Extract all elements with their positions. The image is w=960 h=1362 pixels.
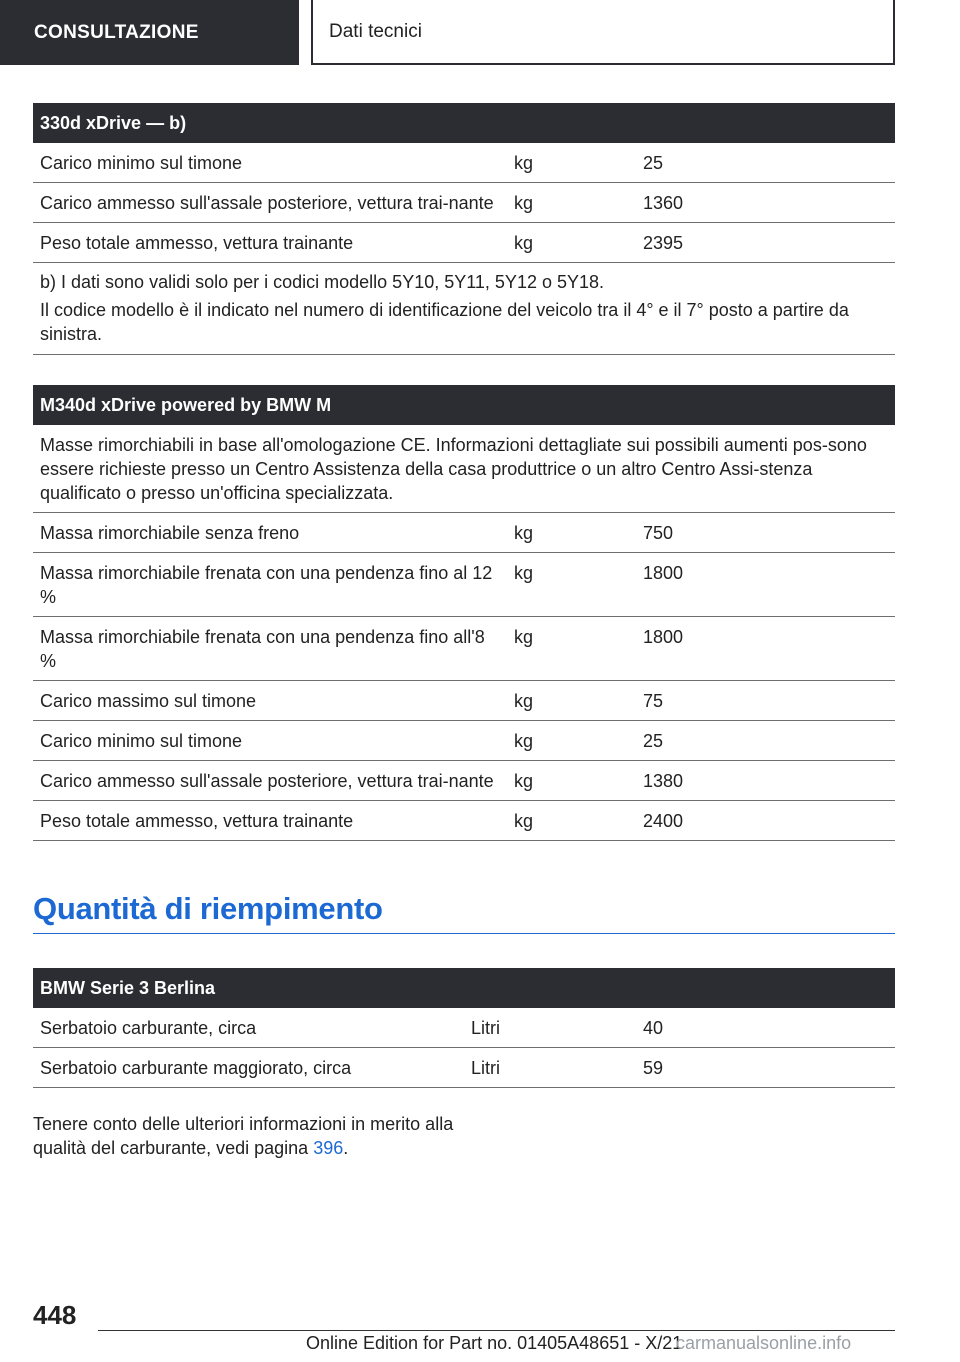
table-row (33, 143, 895, 183)
table-serie3 (33, 968, 895, 1088)
table-row (33, 553, 895, 617)
row-value: 25 (636, 721, 895, 761)
row-unit: kg (507, 761, 636, 801)
table-330d-title: 330d xDrive — b) (33, 103, 895, 143)
table-row (33, 801, 895, 841)
row-label: Carico massimo sul timone (33, 681, 507, 721)
table-row (33, 721, 895, 761)
table-row (33, 223, 895, 263)
row-value: 1800 (636, 553, 895, 617)
table-note (33, 263, 895, 355)
row-label: Carico ammesso sull'assale posteriore, vettura trai-nante (33, 183, 507, 223)
row-value: 40 (636, 1008, 895, 1048)
row-label: Massa rimorchiabile frenata con una pendenza fino al 12 % (33, 553, 507, 617)
row-label: Carico minimo sul timone (33, 721, 507, 761)
row-label: Peso totale ammesso, vettura trainante (33, 801, 507, 841)
row-unit: kg (507, 183, 636, 223)
table-intro: Masse rimorchiabili in base all'omologazione CE. Informazioni dettagliate sui possibili aumenti pos-sono essere richieste presso un Centro Assistenza della casa produttrice o un altro Centro Assi-stenza qualificato o presso un'officina specializzata. (33, 425, 895, 513)
row-label: Peso totale ammesso, vettura trainante (33, 223, 507, 263)
page-reference-link[interactable]: 396 (313, 1138, 344, 1158)
section-title: Quantità di riempimento (33, 891, 895, 934)
footer-divider (98, 1330, 895, 1331)
table-m340d (33, 385, 895, 841)
table-row (33, 1008, 895, 1048)
table-m340d-title: M340d xDrive powered by BMW M (33, 385, 895, 425)
table-note-row (33, 263, 895, 355)
info-text: Tenere conto delle ulteriori informazioni in merito alla qualità del carburante, vedi pagina (33, 1114, 454, 1158)
page-content (33, 103, 895, 1160)
row-unit: Litri (464, 1048, 636, 1088)
table-serie3-title: BMW Serie 3 Berlina (33, 968, 895, 1008)
table-row (33, 617, 895, 681)
row-label: Carico ammesso sull'assale posteriore, vettura trai-nante (33, 761, 507, 801)
row-unit: kg (507, 223, 636, 263)
row-value: 1800 (636, 617, 895, 681)
watermark: carmanualsonline.info (676, 1333, 852, 1353)
row-label: Serbatoio carburante maggiorato, circa (33, 1048, 464, 1088)
footer-edition: Online Edition for Part no. 01405A48651 - X/21 (306, 1333, 683, 1353)
row-value: 25 (636, 143, 895, 183)
row-label: Carico minimo sul timone (33, 143, 507, 183)
row-value: 59 (636, 1048, 895, 1088)
row-value: 2395 (636, 223, 895, 263)
table-row (33, 1048, 895, 1088)
chapter-title: Dati tecnici (329, 20, 422, 42)
row-label: Massa rimorchiabile frenata con una pendenza fino all'8 % (33, 617, 507, 681)
section-tab (0, 0, 299, 65)
row-value: 75 (636, 681, 895, 721)
row-unit: kg (507, 681, 636, 721)
chapter-header (311, 0, 895, 65)
row-unit: Litri (464, 1008, 636, 1048)
row-value: 1360 (636, 183, 895, 223)
table-row (33, 183, 895, 223)
row-label: Serbatoio carburante, circa (33, 1008, 464, 1048)
table-row (33, 681, 895, 721)
section-label: CONSULTAZIONE (34, 21, 199, 43)
row-unit: kg (507, 143, 636, 183)
table-row (33, 513, 895, 553)
row-value: 2400 (636, 801, 895, 841)
table-intro-row (33, 425, 895, 513)
row-unit: kg (507, 721, 636, 761)
note-model-codes: b) I dati sono validi solo per i codici modello 5Y10, 5Y11, 5Y12 o 5Y18. (40, 272, 605, 292)
info-end: . (343, 1138, 349, 1158)
row-unit: kg (507, 513, 636, 553)
page-number: 448 (33, 1300, 77, 1330)
note-model-code-position: Il codice modello è il indicato nel numero di identificazione del veicolo tra il 4° e il 7° posto a partire da sinistra. (40, 300, 849, 344)
row-unit: kg (507, 801, 636, 841)
row-label: Massa rimorchiabile senza freno (33, 513, 507, 553)
row-unit: kg (507, 617, 636, 681)
table-row (33, 761, 895, 801)
row-unit: kg (507, 553, 636, 617)
table-330d (33, 103, 895, 355)
row-value: 750 (636, 513, 895, 553)
row-value: 1380 (636, 761, 895, 801)
fuel-quality-info (33, 1112, 463, 1160)
